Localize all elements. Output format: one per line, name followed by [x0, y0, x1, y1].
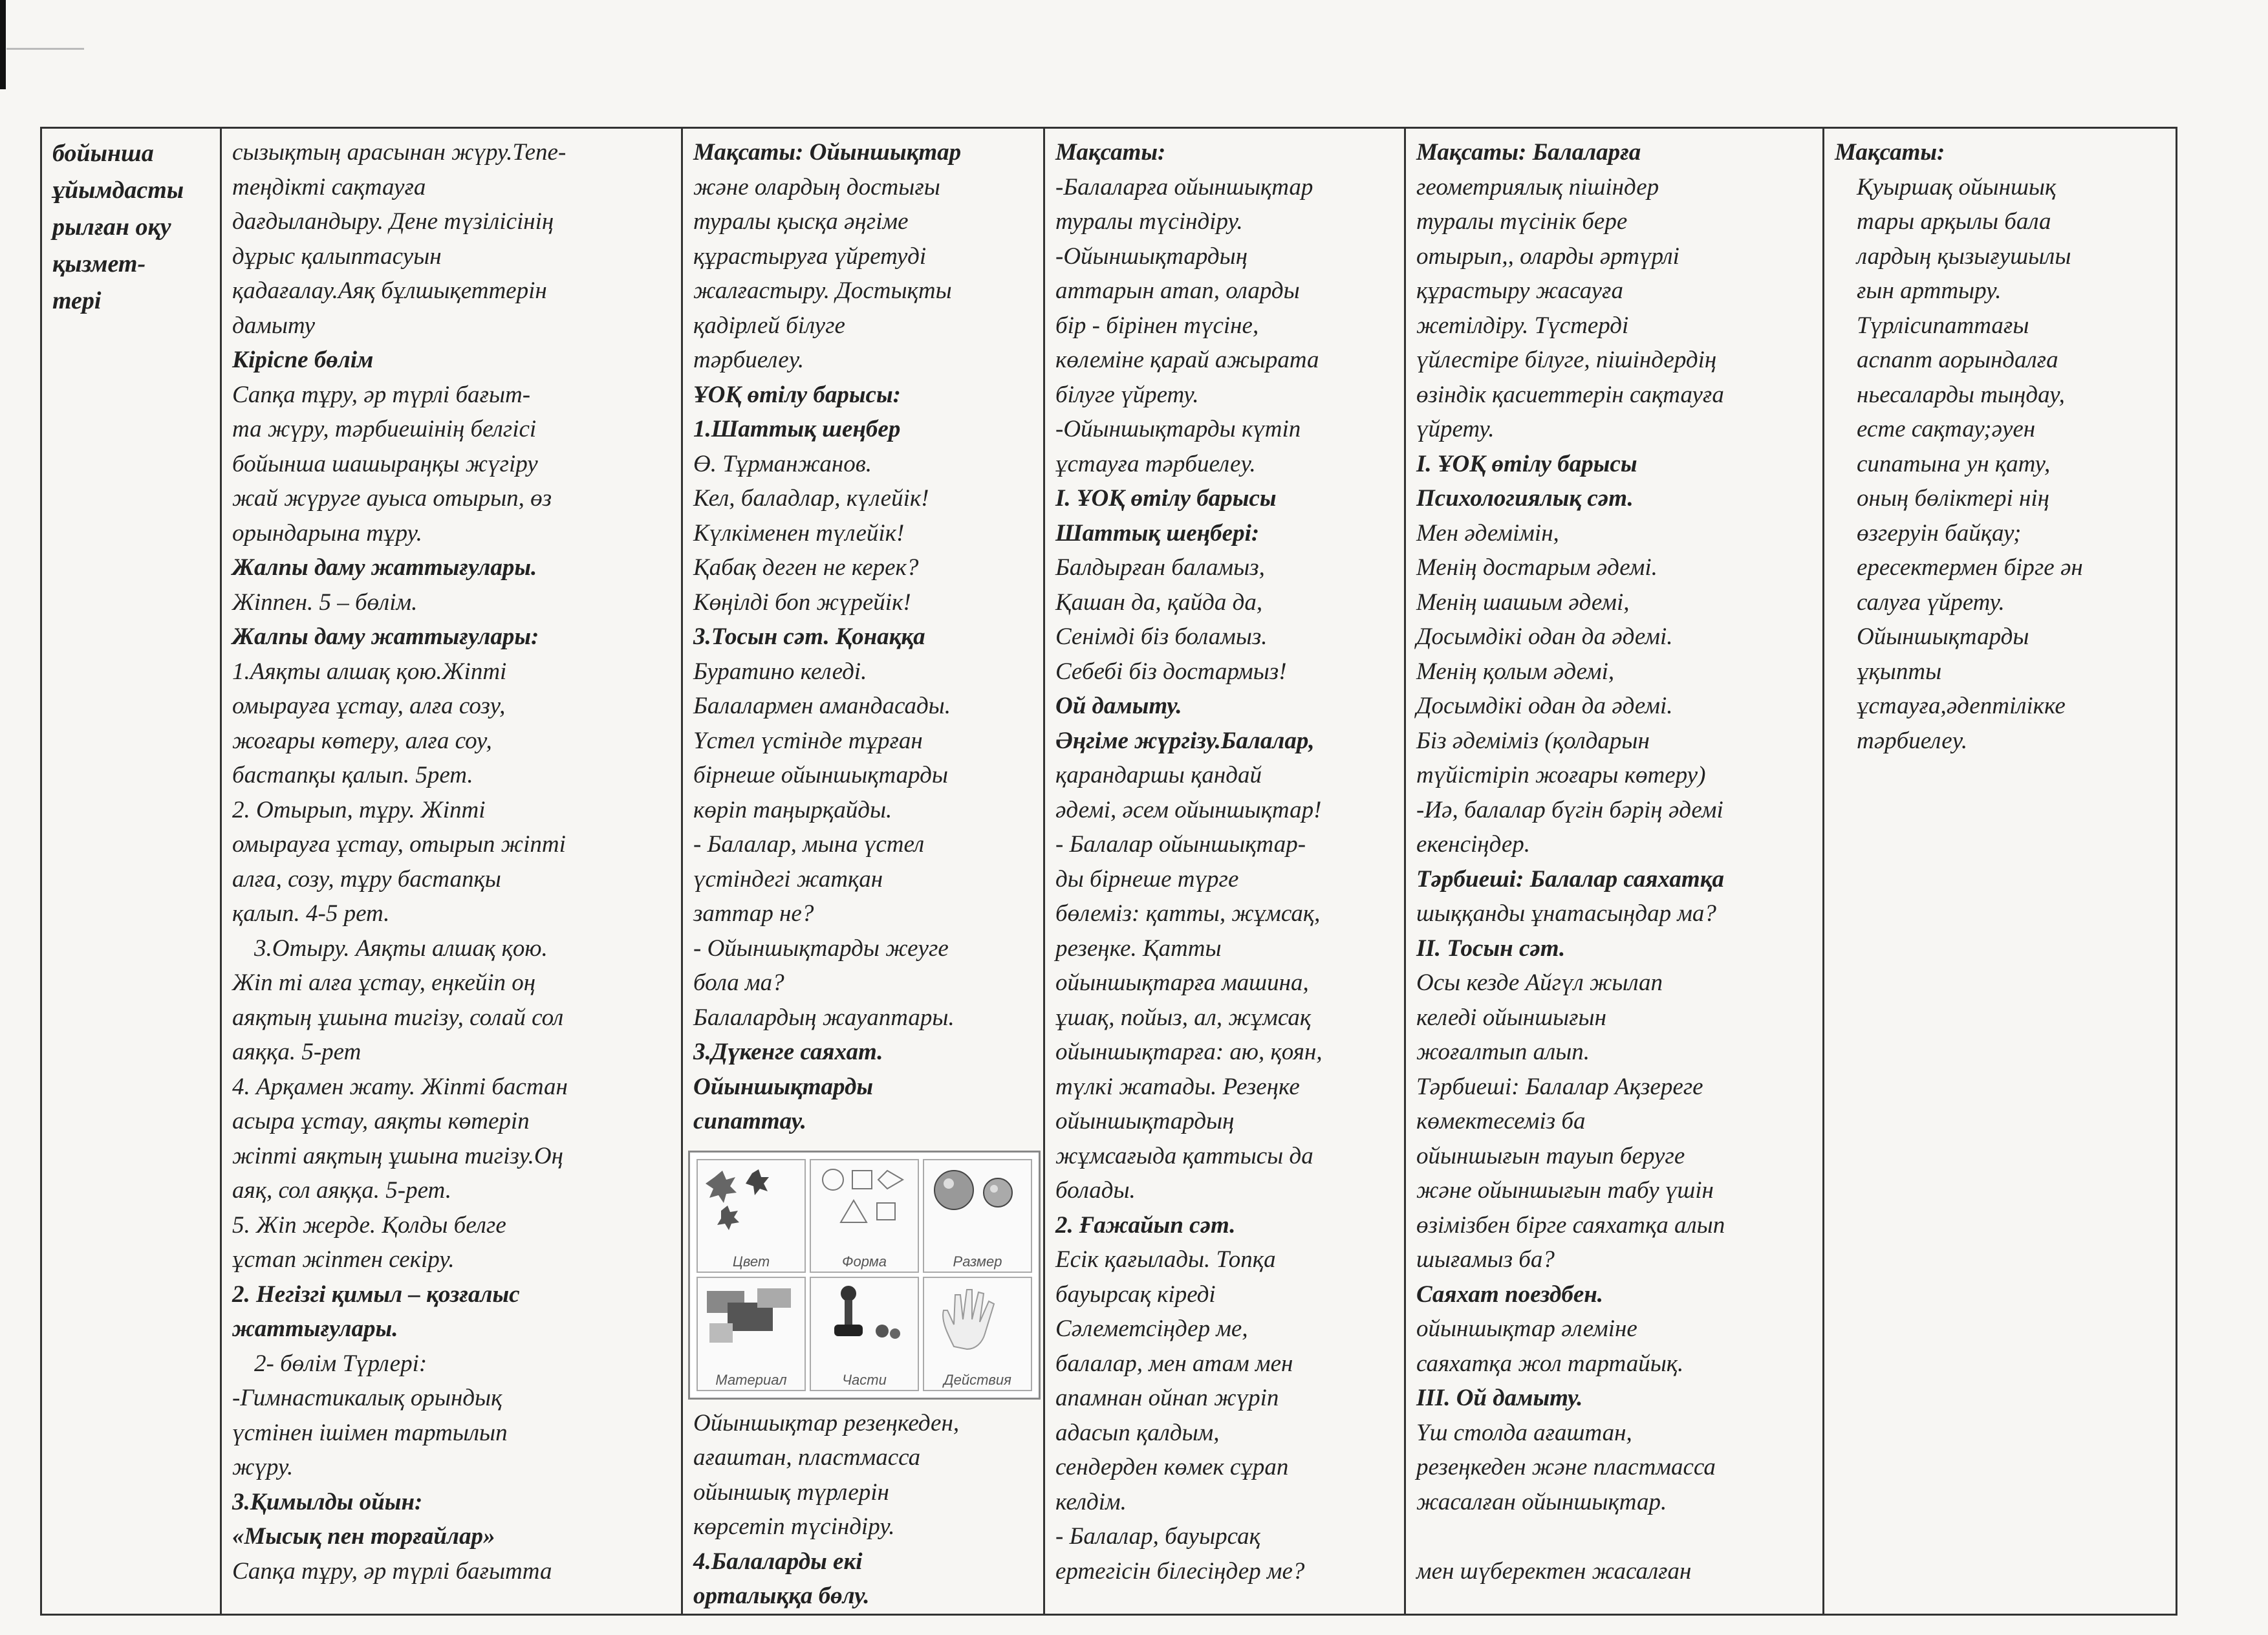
text-line: Үстел үстінде тұрған: [693, 727, 923, 754]
text-line: омырауға ұстау, алға созу,: [232, 693, 506, 719]
text-line: - Балалар, мына үстел: [693, 831, 925, 858]
text-line: бір - бірінен түсіне,: [1055, 312, 1259, 339]
text-line: Буратино келеді.: [693, 658, 867, 685]
text-line: алға, созу, тұру бастапқы: [232, 865, 501, 893]
text-line: бөлеміз: қатты, жұмсақ,: [1055, 900, 1321, 927]
text-line: тары арқылы бала: [1857, 208, 2051, 235]
text-line: қызмет-: [52, 250, 146, 277]
text-line: екенсіңдер.: [1416, 831, 1530, 858]
text-line: үйлестіре білуге, пішіндердің: [1416, 347, 1717, 373]
text-line: Жалпы даму жаттығулары:: [232, 623, 539, 650]
text-line: Қуыршақ ойыншық: [1857, 173, 2057, 200]
text-line: көлеміне қарай ажырата: [1055, 347, 1319, 373]
text-line: Біз әдеміміз (қолдарын: [1416, 727, 1650, 754]
text-line: дамыту: [232, 312, 316, 339]
text-line: үстінен ішімен тартылып: [232, 1419, 508, 1446]
text-line: құрастыру жасауға: [1416, 277, 1623, 304]
text-line: аттарын атап, оларды: [1055, 277, 1300, 304]
text-line: -Балаларға ойыншықтар: [1055, 173, 1313, 200]
text-line: бастапқы қалып. 5рет.: [232, 762, 473, 788]
text-line: болады.: [1055, 1177, 1136, 1204]
text-line: оның бөліктері нің: [1857, 485, 2050, 512]
text-line: жаттығулары.: [232, 1316, 398, 1342]
figure-caption-shape: Форма: [841, 1253, 887, 1270]
text-line: ІІІ. Ой дамыту.: [1416, 1385, 1583, 1411]
text-line: 4. Арқамен жату. Жіпті бастан: [232, 1073, 568, 1100]
text-line: туралы қысқа әңгіме: [693, 208, 909, 235]
text-line: Жіппен. 5 – бөлім.: [232, 589, 418, 616]
text-line: лардың қызығушылы: [1857, 243, 2071, 270]
text-line: сипаттау.: [693, 1108, 806, 1134]
text-line: [1416, 1519, 1812, 1554]
text-line: -Ойыншықтардың: [1055, 243, 1248, 270]
figure-cell-shape: [810, 1159, 919, 1273]
text-line: ҰОҚ өтілу барысы:: [693, 381, 901, 408]
text-line: омырауға ұстау, отырып жіпті: [232, 831, 566, 858]
text-line: өзімізбен бірге саяхатқа алып: [1416, 1211, 1725, 1239]
text-line: Менің достарым әдемі.: [1416, 554, 1658, 581]
text-line: Сәлеметсіңдер ме,: [1055, 1316, 1248, 1342]
text-line: Ойыншықтарды: [1857, 623, 2029, 650]
text-line: құрастыруға үйретуді: [693, 243, 927, 270]
text-line: Менің қолым әдемі,: [1416, 658, 1615, 685]
text-line: жай жүруге ауыса отырып, өз: [232, 485, 552, 512]
text-line: Мақсаты:: [1835, 139, 1945, 166]
figure-cell-parts: [810, 1277, 919, 1391]
geometric-shapes-icon: [815, 1164, 912, 1235]
table-row: [41, 128, 2177, 1615]
scan-artifact-line: [6, 48, 84, 50]
text-line: Мақсаты: Балаларға: [1416, 139, 1641, 166]
text-line: бойынша: [52, 140, 154, 167]
text-line: 1.Аяқты алшақ қою.Жіпті: [232, 658, 507, 685]
text-line: Үш столда ағаштан,: [1416, 1419, 1632, 1446]
figure-cell-material: [697, 1277, 806, 1391]
scan-edge-mark: [0, 0, 6, 89]
text-line: жоғары көтеру, алға соу,: [232, 727, 492, 754]
text-line: жіпті аяқтың ұшына тигізу.Оң: [232, 1142, 563, 1169]
text-line: саяхатқа жол тартайық.: [1416, 1350, 1684, 1377]
text-line: шыққанды ұнатасыңдар ма?: [1416, 900, 1716, 927]
text-line: -Иә, балалар бүгін бәрің әдемі: [1416, 796, 1723, 823]
toys-description-cell: [1044, 128, 1405, 1615]
text-line: 3.Қимылды ойын:: [232, 1488, 423, 1515]
text-line: ды бірнеше түрге: [1055, 865, 1239, 893]
text-line: аяқ, сол аяққа. 5-рет.: [232, 1177, 451, 1204]
text-line: ұстауға,әдептілікке: [1857, 693, 2066, 719]
text-line: дұрыс қалыптасуын: [232, 243, 442, 270]
text-line: Жіп ті алға ұстау, еңкейіп оң: [232, 969, 536, 996]
text-line: Балалармен амандасады.: [693, 693, 951, 719]
figure-caption-color: Цвет: [732, 1253, 770, 1270]
text-line: бойынша шашыраңқы жүгіру: [232, 450, 538, 477]
stamp-toy-icon: [815, 1282, 912, 1353]
music-goals-cell: [1824, 128, 2177, 1615]
text-line: шығамыз ба?: [1416, 1246, 1555, 1273]
text-line: Психологиялық сәт.: [1416, 485, 1634, 512]
text-line: бола ма?: [693, 969, 784, 996]
text-line: өзгеруін байқау;: [1857, 519, 2022, 547]
text-line: 2. Ғажайып сәт.: [1055, 1211, 1236, 1239]
text-line: Қашан да, қайда да,: [1055, 589, 1263, 616]
text-line: Шаттық шеңбері:: [1055, 519, 1260, 547]
text-line: аяқтың ұшына тигізу, солай сол: [232, 1004, 564, 1031]
text-line: -Ойыншықтарды күтіп: [1055, 416, 1301, 442]
text-line: ұқыпты: [1857, 658, 1942, 685]
text-line: ойыншығын тауып беруге: [1416, 1142, 1685, 1169]
text-line: Мақсаты: Ойыншықтар: [693, 139, 962, 166]
figure-cell-size: [923, 1159, 1032, 1273]
text-line: Сапқа тұру, әр түрлі бағыт-: [232, 381, 531, 408]
text-line: ересектермен бірге ән: [1857, 554, 2083, 581]
text-line: ұстауға тәрбиелеу.: [1055, 450, 1256, 477]
text-line: өзіндік қасиеттерін сақтауға: [1416, 381, 1724, 408]
text-line: туралы түсіндіру.: [1055, 208, 1243, 235]
text-line: Мен әдемімін,: [1416, 519, 1559, 547]
text-line: көрсетіп түсіндіру.: [693, 1513, 895, 1540]
text-line: Осы кезде Айгүл жылап: [1416, 969, 1663, 996]
text-line: Ө. Тұрманжанов.: [693, 450, 872, 477]
text-line: ағаштан, пластмасса: [693, 1444, 921, 1471]
text-line: 3.Дүкенге саяхат.: [693, 1039, 883, 1065]
text-line: әдемі, әсем ойыншықтар!: [1055, 796, 1322, 823]
text-line: Сапқа тұру, әр түрлі бағытта: [232, 1557, 552, 1585]
text-line: есте сақтау;әуен: [1857, 416, 2036, 442]
text-line: отырып,, оларды әртүрлі: [1416, 243, 1679, 270]
text-line: Досымдікі одан да әдемі.: [1416, 693, 1673, 719]
text-line: Мақсаты:: [1055, 139, 1166, 166]
hand-icon: [928, 1282, 1025, 1353]
text-line: Әңгіме жүргізу.Балалар,: [1055, 727, 1315, 754]
text-line: Көңілді боп жүрейік!: [693, 589, 911, 616]
text-line: Балалардың жауаптары.: [693, 1004, 955, 1031]
text-line: жоғалтып алып.: [1416, 1039, 1590, 1065]
text-line: ойыншықтар әлеміне: [1416, 1316, 1637, 1342]
text-line: апамнан ойнап жүріп: [1055, 1385, 1279, 1411]
text-line: білуге үйрету.: [1055, 381, 1199, 408]
text-line: қалып. 4-5 рет.: [232, 900, 390, 927]
text-line: Кіріспе бөлім: [232, 347, 374, 373]
spheres-icon: [928, 1164, 1025, 1235]
text-line: ойыншық түрлерін: [693, 1478, 889, 1506]
lesson-plan-table: [40, 127, 2177, 1616]
text-line: және олардың достығы: [693, 173, 940, 200]
toys-friendship-cell: [682, 128, 1044, 1615]
text-line: Түрлісипаттағы: [1857, 312, 2029, 339]
text-line: 4.Балаларды екі: [693, 1548, 863, 1575]
text-line: үйрету.: [1416, 416, 1495, 442]
text-line: тері: [52, 287, 102, 314]
text-line: ойыншықтарға машина,: [1055, 969, 1309, 996]
text-line: Жалпы даму жаттығулары.: [232, 554, 537, 581]
text-line: адасып қалдым,: [1055, 1419, 1220, 1446]
text-line: Қабақ деген не керек?: [693, 554, 919, 581]
text-line: бауырсақ кіреді: [1055, 1281, 1216, 1308]
text-line: және ойыншығын табу үшін: [1416, 1177, 1714, 1204]
text-line: Саяхат поездбен.: [1416, 1281, 1604, 1308]
text-line: теңдікті сақтауға: [232, 173, 426, 200]
text-line: дағдыландыру. Дене түзілісінің: [232, 208, 554, 235]
text-line: ұстап жіптен секіру.: [232, 1246, 455, 1273]
text-line: заттар не?: [693, 900, 814, 927]
text-line: 2. Отырып, тұру. Жіпті: [232, 796, 486, 823]
color-blobs-icon: [702, 1164, 799, 1235]
text-line: ойыншықтарға: аю, қоян,: [1055, 1039, 1323, 1065]
text-line: - Ойыншықтарды жеуге: [693, 935, 949, 962]
text-line: қадірлей білуге: [693, 312, 845, 339]
text-line: келдім.: [1055, 1488, 1127, 1515]
text-line: Есік қағылады. Топқа: [1055, 1246, 1276, 1273]
text-line: ұйымдасты: [52, 177, 184, 204]
toys-friendship-text-top: [693, 135, 1033, 1139]
figure-caption-material: Материал: [715, 1371, 787, 1388]
text-line: Тәрбиеші: Балалар Ақзереге: [1416, 1073, 1703, 1100]
text-line: келеді ойыншығын: [1416, 1004, 1606, 1031]
text-line: резеңке. Қатты: [1055, 935, 1222, 962]
text-line: жүру.: [232, 1454, 294, 1480]
figure-caption-actions: Действия: [944, 1371, 1011, 1388]
text-line: ертегісін білесіңдер ме?: [1055, 1557, 1305, 1585]
figure-caption-parts: Части: [842, 1371, 887, 1388]
text-line: ньесаларды тыңдау,: [1857, 381, 2065, 408]
text-line: аспапт аорындалға: [1857, 347, 2058, 373]
text-line: Ойыншықтарды: [693, 1073, 874, 1100]
text-line: 2- бөлім Түрлері:: [254, 1350, 427, 1377]
text-line: асыра ұстау, аяқты көтеріп: [232, 1108, 530, 1134]
physical-education-cell: [221, 128, 682, 1615]
text-line: бірнеше ойыншықтарды: [693, 762, 948, 788]
text-line: көмектесеміз ба: [1416, 1108, 1586, 1134]
text-line: - Балалар ойыншықтар-: [1055, 831, 1306, 858]
text-line: үстіндегі жатқан: [693, 865, 883, 893]
text-line: І. ҰОҚ өтілу барысы: [1055, 485, 1277, 512]
text-line: ойыншықтардың: [1055, 1108, 1235, 1134]
text-line: ғын арттыру.: [1857, 277, 2002, 304]
text-line: 3.Отыру. Аяқты алшақ қою.: [254, 935, 548, 962]
text-line: мен шүберектен жасалған: [1416, 1557, 1692, 1585]
text-line: -Гимнастикалық орындық: [232, 1385, 502, 1411]
text-line: тәрбиелеу.: [1857, 727, 1968, 754]
text-line: «Мысық пен торғайлар»: [232, 1523, 495, 1550]
text-line: орталыққа бөлу.: [693, 1583, 870, 1609]
text-line: жасалған ойыншықтар.: [1416, 1488, 1667, 1515]
text-line: Сенімді біз боламыз.: [1055, 623, 1268, 650]
text-line: - Балалар, бауырсақ: [1055, 1523, 1260, 1550]
text-line: Досымдікі одан да әдемі.: [1416, 623, 1673, 650]
text-line: түйістіріп жоғары көтеру): [1416, 762, 1706, 788]
text-line: Кел, баладлар, күлейік!: [693, 485, 929, 512]
text-line: балалар, мен атам мен: [1055, 1350, 1293, 1377]
text-line: жетілдіру. Түстерді: [1416, 312, 1629, 339]
text-line: көріп таңырқайды.: [693, 796, 892, 823]
text-line: Себебі біз достармыз!: [1055, 658, 1287, 685]
text-line: ІІ. Тосын сәт.: [1416, 935, 1566, 962]
toys-friendship-text-bottom: [693, 1406, 1033, 1614]
text-line: жұмсағыда қаттысы да: [1055, 1142, 1313, 1169]
text-line: салуға үйрету.: [1857, 589, 2005, 616]
section-label-cell: [41, 128, 221, 1615]
text-line: 3.Тосын сәт. Қонаққа: [693, 623, 925, 650]
text-line: Ой дамыту.: [1055, 693, 1182, 719]
text-line: рылған оқу: [52, 213, 171, 241]
text-line: Менің шашым әдемі,: [1416, 589, 1630, 616]
text-line: геометриялық пішіндер: [1416, 173, 1659, 200]
text-line: қарандаршы қандай: [1055, 762, 1262, 788]
text-line: сызықтың арасынан жүру.Тепе-: [232, 139, 567, 166]
toy-properties-figure: [688, 1151, 1041, 1400]
text-line: сендерден көмек сұрап: [1055, 1454, 1289, 1480]
text-line: 2. Негізгі қимыл – қозғалыс: [232, 1281, 520, 1308]
figure-cell-actions: [923, 1277, 1032, 1391]
text-line: тәрбиелеу.: [693, 347, 805, 373]
text-line: та жүру, тәрбиешінің белгісі: [232, 416, 537, 442]
text-line: І. ҰОҚ өтілу барысы: [1416, 450, 1637, 477]
text-line: Күлкіменен түлейік!: [693, 519, 905, 547]
material-blocks-icon: [702, 1282, 799, 1353]
text-line: Балдырған баламыз,: [1055, 554, 1265, 581]
text-line: түлкі жатады. Резеңке: [1055, 1073, 1300, 1100]
text-line: қадағалау.Аяқ бұлшықеттерін: [232, 277, 547, 304]
text-line: аяққа. 5-рет: [232, 1039, 362, 1065]
text-line: жалғастыру. Достықты: [693, 277, 952, 304]
text-line: 1.Шаттық шеңбер: [693, 416, 901, 442]
text-line: ұшақ, пойыз, ал, жұмсақ: [1055, 1004, 1312, 1031]
figure-cell-color: [697, 1159, 806, 1273]
text-line: 5. Жіп жерде. Қолды белге: [232, 1211, 506, 1239]
figure-caption-size: Размер: [953, 1253, 1002, 1270]
text-line: туралы түсінік бере: [1416, 208, 1628, 235]
text-line: резеңкеден және пластмасса: [1416, 1454, 1716, 1480]
text-line: орындарына тұру.: [232, 519, 422, 547]
text-line: Тәрбиеші: Балалар саяхатқа: [1416, 865, 1724, 893]
text-line: сипатына ун қату,: [1857, 450, 2051, 477]
geometry-shapes-cell: [1405, 128, 1824, 1615]
text-line: Ойыншықтар резеңкеден,: [693, 1409, 960, 1436]
